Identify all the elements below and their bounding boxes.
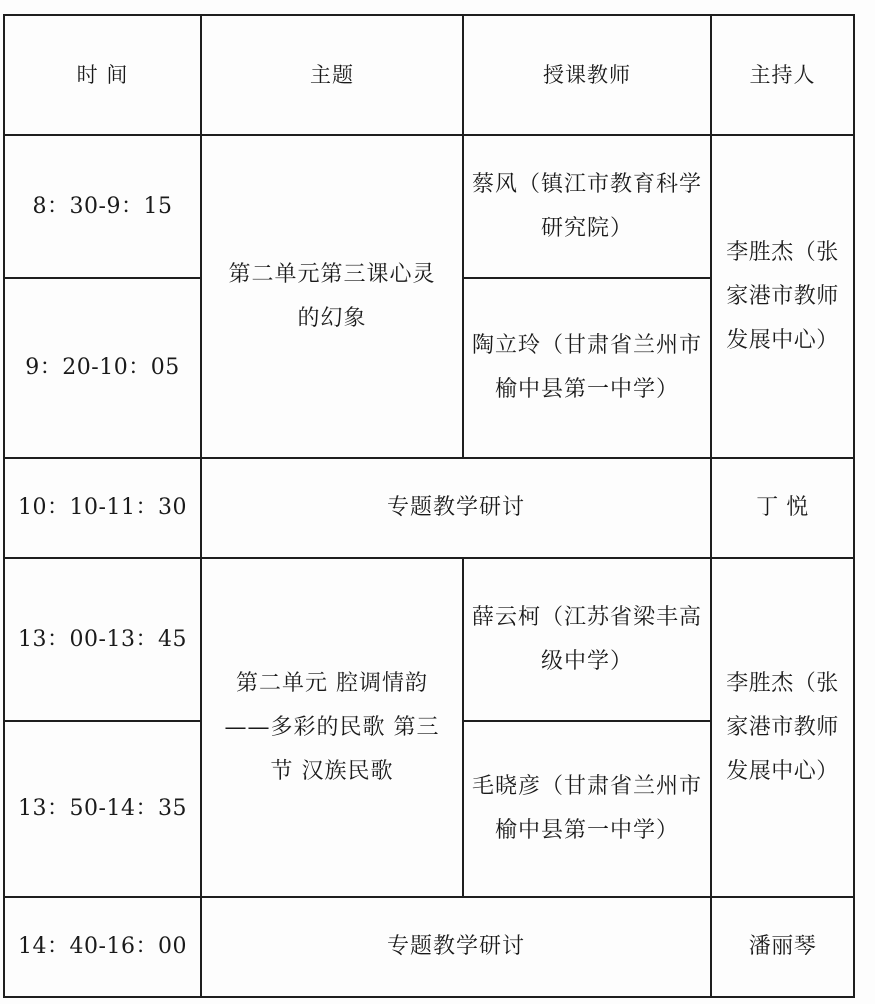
header-row xyxy=(4,15,854,135)
table-row xyxy=(4,558,854,721)
session-host: 丁 悦 xyxy=(711,458,854,558)
table-row xyxy=(4,458,854,558)
session-teacher: 毛晓彦（甘肃省兰州市榆中县第一中学） xyxy=(463,721,711,897)
session-time: 14：40-16：00 xyxy=(4,897,201,997)
session-host: 李胜杰（张家港市教师发展中心） xyxy=(711,558,854,897)
session-host: 潘丽琴 xyxy=(711,897,854,997)
session-teacher: 陶立玲（甘肃省兰州市榆中县第一中学） xyxy=(463,278,711,458)
session-topic: 第二单元第三课心灵的幻象 xyxy=(201,135,463,458)
session-time: 13：00-13：45 xyxy=(4,558,201,721)
header-teacher: 授课教师 xyxy=(463,15,711,135)
table-row xyxy=(4,897,854,997)
table-row xyxy=(4,135,854,278)
header-time: 时 间 xyxy=(4,15,201,135)
session-topic: 专题教学研讨 xyxy=(201,458,711,558)
header-topic: 主题 xyxy=(201,15,463,135)
header-host: 主持人 xyxy=(711,15,854,135)
session-teacher: 薛云柯（江苏省梁丰高级中学） xyxy=(463,558,711,721)
session-topic: 第二单元 腔调情韵——多彩的民歌 第三节 汉族民歌 xyxy=(201,558,463,897)
session-time: 9：20-10：05 xyxy=(4,278,201,458)
schedule-table xyxy=(3,14,855,998)
session-host: 李胜杰（张家港市教师发展中心） xyxy=(711,135,854,458)
session-teacher: 蔡风（镇江市教育科学研究院） xyxy=(463,135,711,278)
session-time: 10：10-11：30 xyxy=(4,458,201,558)
session-time: 13：50-14：35 xyxy=(4,721,201,897)
session-topic: 专题教学研讨 xyxy=(201,897,711,997)
session-time: 8：30-9：15 xyxy=(4,135,201,278)
